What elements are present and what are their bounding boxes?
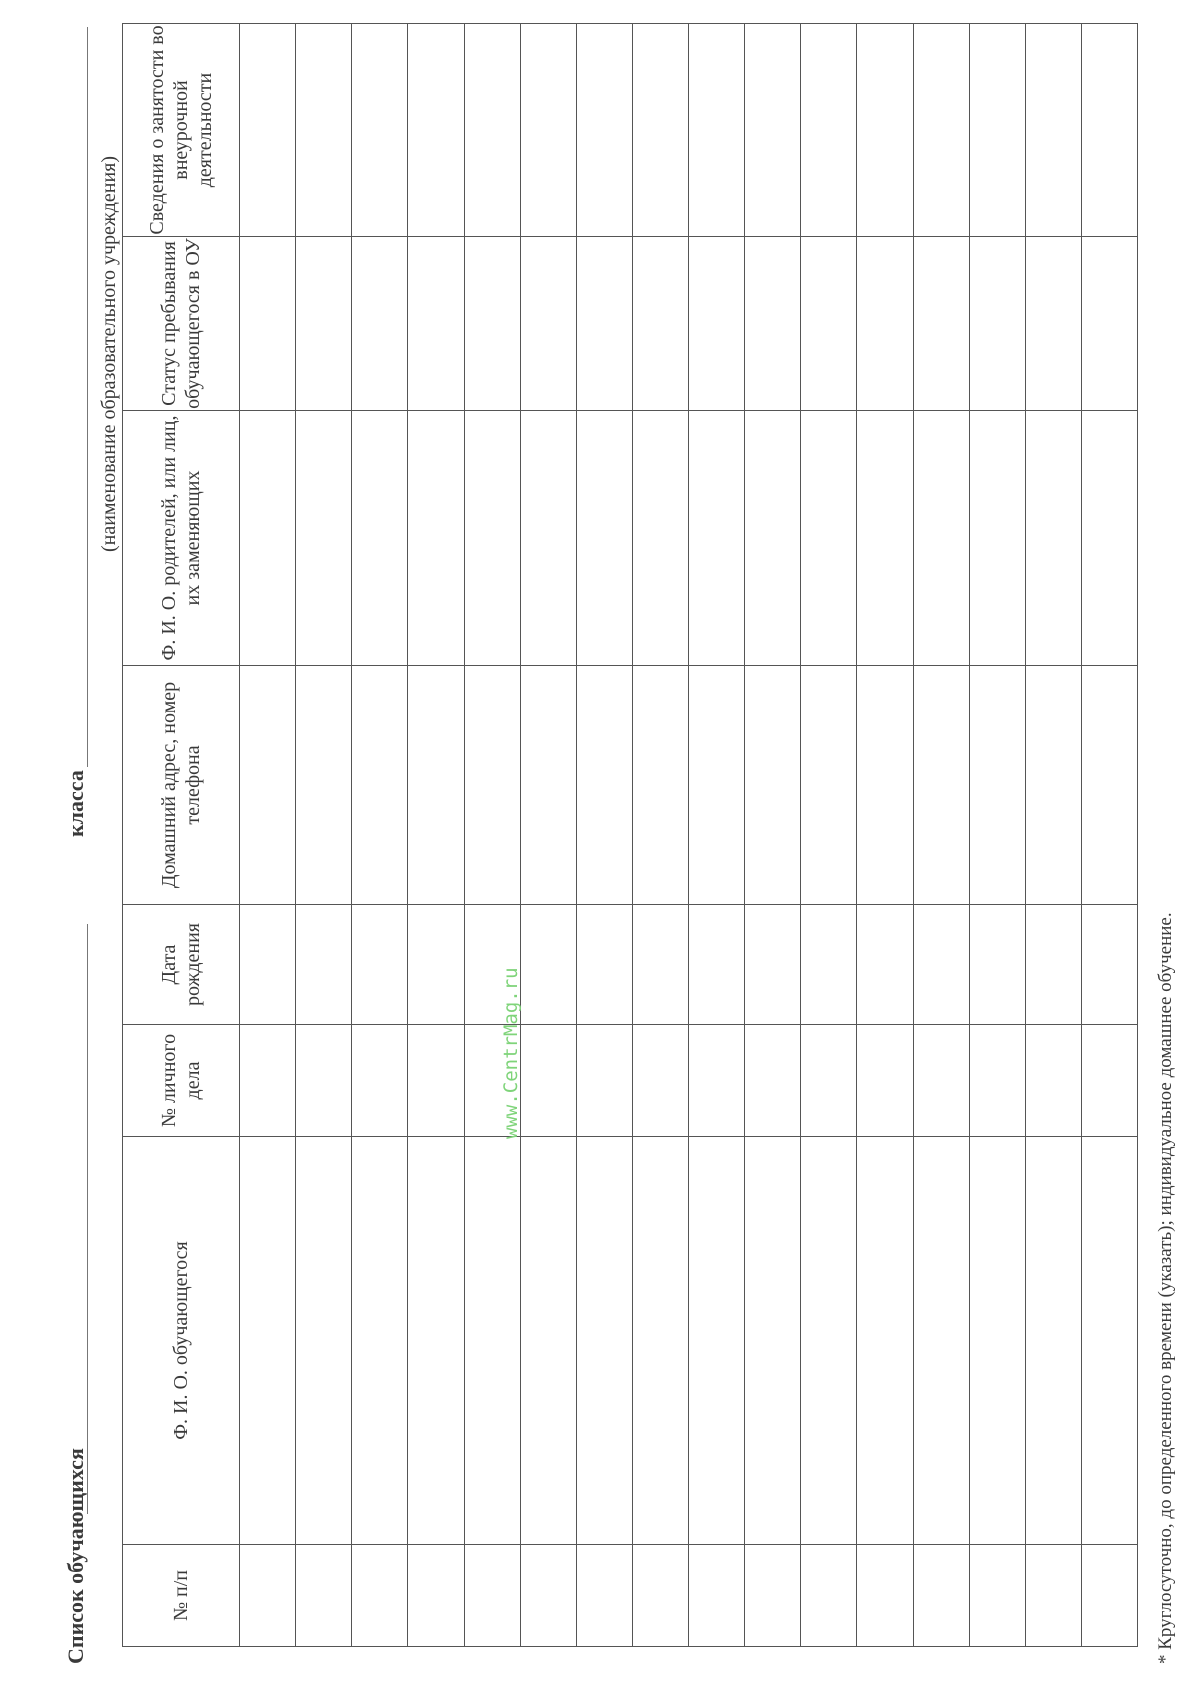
table-cell (520, 666, 576, 905)
table-cell (1025, 1137, 1081, 1545)
table-cell (408, 1137, 464, 1545)
table-cell (745, 411, 801, 666)
table-row (296, 24, 352, 1647)
table-cell (801, 1025, 857, 1137)
table-cell (857, 24, 913, 237)
table-cell (296, 1137, 352, 1545)
col-header-birth-date: Дата рождения (123, 905, 240, 1025)
table-cell (520, 1137, 576, 1545)
table-cell (464, 237, 520, 411)
table-cell (913, 666, 969, 905)
table-row (689, 24, 745, 1647)
table-cell (408, 1025, 464, 1137)
table-cell (969, 1545, 1025, 1647)
table-cell (408, 237, 464, 411)
table-cell (408, 1545, 464, 1647)
table-cell (1081, 1025, 1137, 1137)
students-table (122, 23, 1138, 1647)
table-cell (464, 24, 520, 237)
table-cell (857, 1025, 913, 1137)
table-cell (576, 1025, 632, 1137)
table-cell (1025, 411, 1081, 666)
table-cell (1081, 905, 1137, 1025)
table-cell (576, 237, 632, 411)
table-cell (296, 1545, 352, 1647)
table-cell (408, 24, 464, 237)
table-cell (1081, 1545, 1137, 1647)
table-cell (969, 1137, 1025, 1545)
footnote: * Круглосуточно, до определенного времени (указать); индивидуальное домашнее обучение. (1155, 912, 1176, 1664)
table-cell (1025, 1545, 1081, 1647)
table-cell (969, 666, 1025, 905)
table-cell (913, 24, 969, 237)
table-cell (576, 905, 632, 1025)
table-cell (520, 1025, 576, 1137)
list-title: Список обучающихся (63, 1448, 88, 1664)
table-cell (857, 666, 913, 905)
col-header-activities: Сведения о занятости во внеурочной деятельности (123, 24, 240, 237)
table-cell (240, 237, 296, 411)
table-cell (240, 1545, 296, 1647)
table-cell (745, 905, 801, 1025)
table-cell (240, 1025, 296, 1137)
table-cell (913, 905, 969, 1025)
table-cell (689, 1025, 745, 1137)
col-header-student-name: Ф. И. О. обучающегося (123, 1137, 240, 1545)
table-cell (969, 905, 1025, 1025)
table-cell (240, 1137, 296, 1545)
table-cell (576, 666, 632, 905)
table-cell (352, 1137, 408, 1545)
table-cell (296, 905, 352, 1025)
table-cell (745, 666, 801, 905)
table-row (1081, 24, 1137, 1647)
table-row (913, 24, 969, 1647)
table-cell (352, 1545, 408, 1647)
table-cell (801, 905, 857, 1025)
table-row (1025, 24, 1081, 1647)
table-cell (1081, 666, 1137, 905)
table-cell (352, 411, 408, 666)
table-cell (689, 411, 745, 666)
table-cell (913, 411, 969, 666)
table-row (352, 24, 408, 1647)
table-cell (632, 666, 688, 905)
table-row (520, 24, 576, 1647)
table-cell (632, 1137, 688, 1545)
table-cell (632, 411, 688, 666)
table-row (745, 24, 801, 1647)
table-cell (464, 411, 520, 666)
table-cell (296, 1025, 352, 1137)
col-header-file-number: № личного дела (123, 1025, 240, 1137)
table-cell (801, 666, 857, 905)
table-cell (969, 1025, 1025, 1137)
table-cell (745, 1545, 801, 1647)
table-row (857, 24, 913, 1647)
table-cell (745, 24, 801, 237)
col-header-status: Статус пребывания обучающегося в ОУ (123, 237, 240, 411)
table-cell (576, 1545, 632, 1647)
table-cell (689, 24, 745, 237)
table-cell (464, 1137, 520, 1545)
table-cell (632, 905, 688, 1025)
list-fill-line (87, 924, 88, 1514)
table-cell (913, 1137, 969, 1545)
col-header-number: № п/п (123, 1545, 240, 1647)
table-cell (1025, 666, 1081, 905)
table-cell (1081, 24, 1137, 237)
institution-caption: (наименование образовательного учреждения) (98, 155, 120, 553)
table-cell (689, 905, 745, 1025)
table-header-row (123, 24, 240, 1647)
table-cell (520, 1545, 576, 1647)
table-cell (632, 237, 688, 411)
table-cell (857, 905, 913, 1025)
table-cell (745, 1137, 801, 1545)
table-cell (632, 24, 688, 237)
table-cell (352, 905, 408, 1025)
table-row (408, 24, 464, 1647)
institution-fill-line (87, 27, 88, 767)
table-cell (576, 24, 632, 237)
table-cell (857, 411, 913, 666)
table-cell (464, 1545, 520, 1647)
table-cell (913, 1025, 969, 1137)
table-cell (801, 411, 857, 666)
table-cell (857, 237, 913, 411)
table-cell (296, 411, 352, 666)
table-cell (801, 1545, 857, 1647)
table-cell (520, 24, 576, 237)
table-row (632, 24, 688, 1647)
table-cell (801, 237, 857, 411)
table-cell (240, 411, 296, 666)
table-cell (296, 666, 352, 905)
table-cell (576, 1137, 632, 1545)
table-cell (408, 411, 464, 666)
col-header-parents-name: Ф. И. О. родителей, или лиц, их заменяющих (123, 411, 240, 666)
table-cell (1081, 411, 1137, 666)
table-cell (1025, 905, 1081, 1025)
table-cell (240, 666, 296, 905)
table-cell (969, 237, 1025, 411)
table-cell (296, 24, 352, 237)
table-cell (520, 905, 576, 1025)
table-cell (689, 237, 745, 411)
col-header-address-phone: Домашний адрес, номер телефона (123, 666, 240, 905)
table-cell (352, 1025, 408, 1137)
table-cell (1081, 237, 1137, 411)
table-cell (1081, 1137, 1137, 1545)
table-cell (689, 666, 745, 905)
table-cell (745, 1025, 801, 1137)
table-cell (464, 666, 520, 905)
table-cell (801, 1137, 857, 1545)
table-cell (576, 411, 632, 666)
table-cell (408, 666, 464, 905)
table-row (801, 24, 857, 1647)
table-cell (240, 905, 296, 1025)
table-cell (857, 1545, 913, 1647)
table-cell (352, 237, 408, 411)
table-cell (913, 1545, 969, 1647)
table-cell (745, 237, 801, 411)
table-cell (520, 411, 576, 666)
table-cell (408, 905, 464, 1025)
table-row (576, 24, 632, 1647)
table-cell (857, 1137, 913, 1545)
table-cell (352, 666, 408, 905)
table-cell (969, 24, 1025, 237)
table-cell (296, 237, 352, 411)
table-row (240, 24, 296, 1647)
table-cell (632, 1025, 688, 1137)
table-cell (240, 24, 296, 237)
table-row (969, 24, 1025, 1647)
table-row (464, 24, 520, 1647)
table-cell (520, 237, 576, 411)
watermark: www.CentrMag.ru (500, 967, 522, 1139)
table-cell (913, 237, 969, 411)
table-cell (352, 24, 408, 237)
table-cell (1025, 24, 1081, 237)
table-cell (689, 1137, 745, 1545)
table-cell (801, 24, 857, 237)
table-cell (1025, 237, 1081, 411)
table-cell (689, 1545, 745, 1647)
class-title: класса (63, 770, 88, 837)
table-cell (969, 411, 1025, 666)
table-cell (632, 1545, 688, 1647)
table-cell (1025, 1025, 1081, 1137)
